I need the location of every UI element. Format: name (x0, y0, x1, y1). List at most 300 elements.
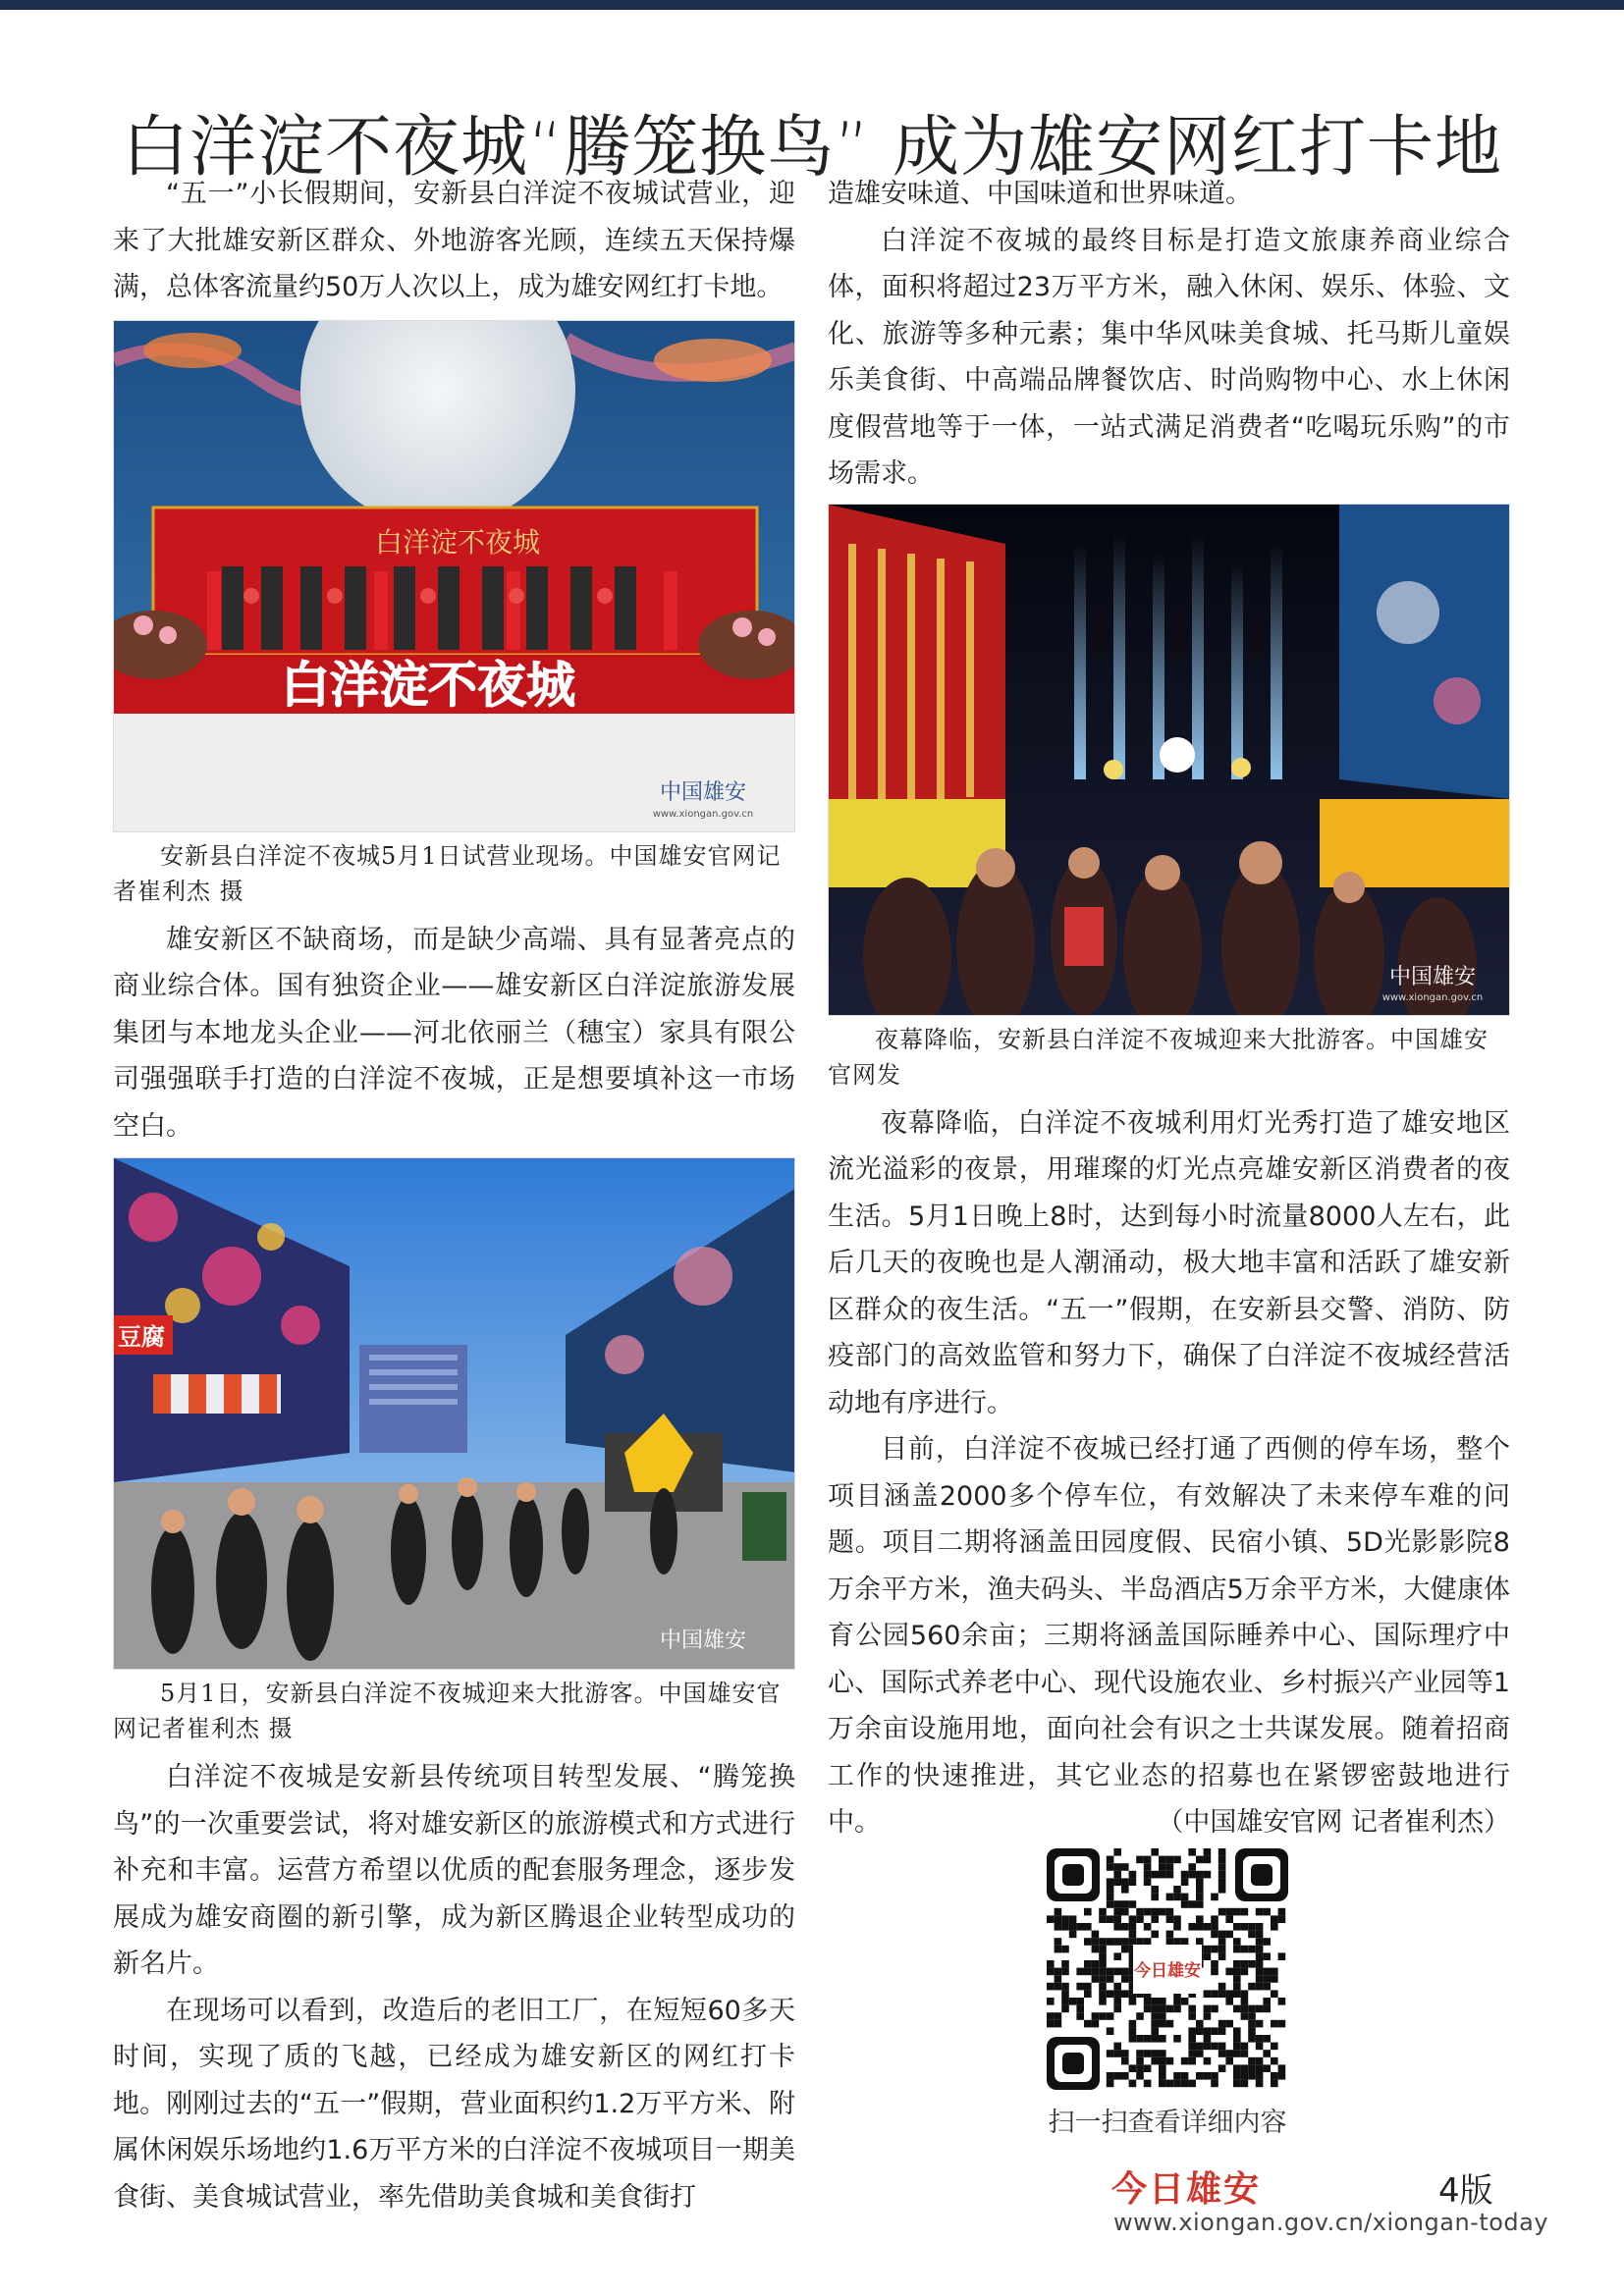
qr-module (1271, 2043, 1278, 2051)
qr-module (1218, 2020, 1226, 2028)
qr-module (1225, 1908, 1233, 1916)
qr-module (1159, 1998, 1166, 2005)
qr-module (1188, 2080, 1196, 2088)
qr-module (1181, 1894, 1189, 1901)
qr-module (1188, 2043, 1196, 2051)
article-paragraph: 目前，白洋淀不夜城已经打通了西侧的停车场，整个项目涵盖2000多个停车位，有效解决了未来停车难的问题。项目二期将涵盖田园度假、民宿小镇、5D光影影院8万余平方米，渔夫码头、半岛酒店5万余平方米，大健康体育公园560余亩；三期将涵盖国际睡养中心、国际理疗中心、国际式养老中心、现代设施农业、乡村振兴产业园等1万余亩设施用地，面向社会有识之士共谋发展。随着招商工作的快速推进，其它业态的招募也在紧锣密鼓地进行中。 (828, 1434, 1510, 1838)
qr-module (1248, 1960, 1256, 1968)
qr-module (1233, 1938, 1241, 1946)
qr-module (1256, 1908, 1264, 1916)
qr-module (1099, 1952, 1107, 1960)
qr-module (1218, 1908, 1226, 1916)
qr-module (1113, 1990, 1121, 1998)
qr-module (1204, 1848, 1212, 1856)
qr-module (1225, 1968, 1233, 1976)
qr-module (1151, 2057, 1159, 2065)
qr-module (1055, 1983, 1062, 1991)
qr-module (1181, 1878, 1189, 1886)
qr-module (1204, 2035, 1212, 2043)
qr-module (1144, 1998, 1152, 2005)
qr-module (1241, 1960, 1249, 1968)
qr-module (1256, 2072, 1264, 2080)
article-paragraph: 夜幕降临，白洋淀不夜城利用灯光秀打造了雄安地区流光溢彩的夜景，用璀璨的灯光点亮雄安新区消费者的夜生活。5月1日晚上8时，达到每小时流量8000人左右，此后几天的夜晚也是人潮涌动，极大地丰富和活跃了雄安新区群众的夜生活。“五一”假期，在安新县交警、消防、防疫部门的高效监管和努力下，确保了白洋淀不夜城经营活动地有序进行。 (828, 1107, 1510, 1418)
qr-module (1173, 2072, 1181, 2080)
qr-module (1129, 2080, 1137, 2088)
qr-center-text: 今日雄安 (1134, 1961, 1201, 1981)
photo-watermark-url: www.xiongan.gov.cn (652, 808, 754, 820)
qr-module (1248, 1923, 1256, 1931)
qr-module (1204, 2043, 1212, 2051)
qr-module (1233, 1975, 1241, 1983)
qr-module (1107, 1894, 1114, 1901)
qr-module (1159, 1908, 1166, 1916)
qr-module (1061, 1968, 1069, 1976)
qr-module (1248, 1931, 1256, 1939)
qr-module (1159, 1871, 1166, 1879)
qr-module (1204, 2012, 1212, 2020)
qr-module (1092, 1960, 1100, 1968)
qr-module (1076, 1923, 1084, 1931)
qr-module (1099, 2012, 1107, 2020)
qr-module (1136, 1915, 1144, 1923)
qr-module (1196, 2050, 1204, 2057)
qr-module (1129, 2027, 1137, 2035)
qr-module (1084, 1908, 1092, 1916)
qr-module (1129, 1931, 1137, 1939)
qr-module (1121, 1990, 1129, 1998)
qr-module (1121, 2072, 1129, 2080)
photo-watermark-url: www.xiongan.gov.cn (1381, 991, 1484, 1003)
qr-module (1047, 1960, 1055, 1968)
qr-module (1076, 1998, 1084, 2005)
qr-module (1204, 2057, 1212, 2065)
qr-module (1241, 1946, 1249, 1953)
qr-module (1107, 1878, 1114, 1886)
qr-module (1256, 2043, 1264, 2051)
qr-module (1113, 2005, 1121, 2013)
qr-module (1271, 1990, 1278, 1998)
qr-module (1084, 1923, 1092, 1931)
qr-module (1055, 2020, 1062, 2028)
qr-module (1263, 2005, 1271, 2013)
qr-module (1084, 1968, 1092, 1976)
qr-module (1107, 2027, 1114, 2035)
night-crowd-image (829, 505, 1510, 1016)
article-paragraph: 雄安新区不缺商场，而是缺少高端、具有显著亮点的商业综合体。国有独资企业——雄安新区白洋淀旅游发展集团与本地龙头企业——河北依丽兰（穗宝）家具有限公司强强联手打造的白洋淀不夜城，正是想要填补这一市场空白。 (113, 924, 795, 1142)
qr-module (1144, 1938, 1152, 1946)
qr-module (1151, 2035, 1159, 2043)
qr-module (1047, 1915, 1055, 1923)
qr-module (1248, 1946, 1256, 1953)
qr-module (1092, 1931, 1100, 1939)
qr-code[interactable] (1047, 1848, 1288, 2090)
qr-module (1271, 2020, 1278, 2028)
qr-module (1181, 1900, 1189, 1908)
qr-module (1151, 1886, 1159, 1894)
qr-module (1129, 1900, 1137, 1908)
qr-module (1166, 1871, 1174, 1879)
qr-module (1196, 1900, 1204, 1908)
qr-module (1129, 1915, 1137, 1923)
qr-module (1225, 1931, 1233, 1939)
qr-module (1144, 1923, 1152, 1931)
qr-module (1129, 2035, 1137, 2043)
qr-module (1196, 1923, 1204, 1931)
qr-module (1248, 2020, 1256, 2028)
qr-module (1166, 1915, 1174, 1923)
qr-module (1144, 2050, 1152, 2057)
qr-module (1113, 1863, 1121, 1871)
qr-module (1173, 2035, 1181, 2043)
qr-module (1204, 1952, 1212, 1960)
qr-module (1069, 1923, 1077, 1931)
qr-module (1241, 1908, 1249, 1916)
qr-module (1248, 2064, 1256, 2072)
qr-module (1166, 2080, 1174, 2088)
qr-module (1256, 2080, 1264, 2088)
qr-module (1113, 2050, 1121, 2057)
qr-module (1144, 1871, 1152, 1879)
qr-module (1099, 1990, 1107, 1998)
qr-module (1196, 1878, 1204, 1886)
qr-module (1113, 1983, 1121, 1991)
qr-module (1196, 2027, 1204, 2035)
qr-module (1107, 2050, 1114, 2057)
qr-module (1136, 2012, 1144, 2020)
photo-night-crowd (828, 504, 1510, 1016)
qr-module (1263, 1968, 1271, 1976)
qr-module (1278, 1915, 1286, 1923)
qr-module (1151, 1931, 1159, 1939)
qr-module (1263, 1952, 1271, 1960)
qr-module (1225, 2050, 1233, 2057)
qr-module (1113, 1871, 1121, 1879)
qr-module (1256, 2005, 1264, 2013)
qr-module (1256, 1946, 1264, 1953)
qr-module (1151, 2050, 1159, 2057)
qr-module (1196, 1938, 1204, 1946)
article-paragraph: 在现场可以看到，改造后的老旧工厂，在短短60多天时间，实现了质的飞越，已经成为雄安新区的网红打卡地。刚刚过去的“五一”假期，营业面积约1.2万平方米、附属休闲娱乐场地约1.6万平方米的白洋淀不夜城项目一期美食街、美食城试营业，率先借助美食城和美食街打 (113, 1995, 795, 2213)
qr-module (1225, 1998, 1233, 2005)
qr-module (1271, 1923, 1278, 1931)
qr-module (1188, 2035, 1196, 2043)
qr-module (1218, 1946, 1226, 1953)
qr-module (1151, 2020, 1159, 2028)
qr-module (1107, 1975, 1114, 1983)
qr-module (1107, 1915, 1114, 1923)
qr-module (1233, 2035, 1241, 2043)
qr-module (1233, 1968, 1241, 1976)
qr-module (1263, 1908, 1271, 1916)
qr-module (1256, 2064, 1264, 2072)
qr-module (1263, 2050, 1271, 2057)
qr-module (1113, 1908, 1121, 1916)
qr-module (1204, 1923, 1212, 1931)
photo-watermark: 中国雄安 (1388, 964, 1477, 989)
qr-module (1099, 1983, 1107, 1991)
qr-module (1166, 1908, 1174, 1916)
qr-module (1129, 1878, 1137, 1886)
qr-module (1055, 1908, 1062, 1916)
qr-module (1047, 2020, 1055, 2028)
qr-module (1173, 1998, 1181, 2005)
qr-module (1092, 1968, 1100, 1976)
qr-module (1151, 1871, 1159, 1879)
qr-module (1218, 1983, 1226, 1991)
qr-module (1188, 1848, 1196, 1856)
qr-module (1113, 1952, 1121, 1960)
qr-module (1204, 1856, 1212, 1864)
qr-module (1248, 2005, 1256, 2013)
qr-module (1159, 1863, 1166, 1871)
qr-module (1136, 1938, 1144, 1946)
qr-module (1144, 2035, 1152, 2043)
qr-module (1218, 2027, 1226, 2035)
qr-module (1263, 1998, 1271, 2005)
qr-module (1047, 2012, 1055, 2020)
qr-module (1196, 1915, 1204, 1923)
qr-module (1218, 1863, 1226, 1871)
qr-module (1218, 1938, 1226, 1946)
qr-module (1278, 1952, 1286, 1960)
qr-module (1092, 1946, 1100, 1953)
qr-module (1151, 1848, 1159, 1856)
qr-module (1113, 1923, 1121, 1931)
qr-module (1055, 1938, 1062, 1946)
qr-module (1233, 1990, 1241, 1998)
qr-module (1188, 2057, 1196, 2065)
qr-module (1055, 1975, 1062, 1983)
qr-module (1256, 1968, 1264, 1976)
photo-crowd-daytime (113, 1157, 795, 1670)
photo-caption: 夜幕降临，安新县白洋淀不夜城迎来大批游客。中国雄安官网发 (828, 1025, 1489, 1089)
article-paragraph: 白洋淀不夜城是安新县传统项目转型发展、“腾笼换鸟”的一次重要尝试，将对雄安新区的旅游模式和方式进行补充和丰富。运营方希望以优质的配套服务理念，逐步发展成为雄安商圈的新引擎，成为新区腾退企业转型成功的新名片。 (113, 1762, 795, 1979)
qr-module (1241, 2012, 1249, 2020)
crowd-daytime-image (114, 1158, 795, 1670)
qr-module (1159, 2035, 1166, 2043)
qr-module (1061, 2005, 1069, 2013)
qr-module (1144, 1863, 1152, 1871)
qr-module (1061, 1915, 1069, 1923)
qr-module (1263, 1975, 1271, 1983)
qr-module (1173, 1886, 1181, 1894)
qr-module (1121, 1863, 1129, 1871)
qr-module (1233, 2005, 1241, 2013)
qr-module (1166, 1894, 1174, 1901)
qr-module (1271, 1975, 1278, 1983)
qr-module (1233, 1946, 1241, 1953)
qr-module (1084, 1983, 1092, 1991)
qr-module (1173, 2080, 1181, 2088)
qr-module (1211, 1968, 1218, 1976)
qr-module (1099, 1946, 1107, 1953)
qr-module (1121, 2050, 1129, 2057)
qr-module (1047, 1983, 1055, 1991)
qr-module (1151, 1915, 1159, 1923)
qr-module (1047, 1968, 1055, 1976)
qr-module (1107, 1886, 1114, 1894)
qr-module (1113, 1968, 1121, 1976)
qr-module (1241, 2043, 1249, 2051)
photo-watermark: 中国雄安 (659, 1629, 747, 1653)
qr-module (1211, 2005, 1218, 2013)
qr-module (1061, 1983, 1069, 1991)
qr-module (1218, 1856, 1226, 1864)
qr-module (1099, 1915, 1107, 1923)
qr-module (1113, 1900, 1121, 1908)
qr-module (1166, 1931, 1174, 1939)
qr-module (1278, 2020, 1286, 2028)
qr-module (1166, 1938, 1174, 1946)
qr-module (1271, 2080, 1278, 2088)
qr-module (1151, 2005, 1159, 2013)
qr-module (1084, 1960, 1092, 1968)
qr-module (1211, 1990, 1218, 1998)
qr-module (1218, 1952, 1226, 1960)
qr-module (1076, 1983, 1084, 1991)
qr-module (1181, 1998, 1189, 2005)
qr-module (1107, 2072, 1114, 2080)
qr-module (1278, 1908, 1286, 1916)
qr-module (1233, 1983, 1241, 1991)
qr-module (1159, 2020, 1166, 2028)
photo-caption: 5月1日，安新县白洋淀不夜城迎来大批游客。中国雄安官网记者崔利杰 摄 (113, 1680, 782, 1742)
qr-module (1188, 1923, 1196, 1931)
qr-module (1278, 2064, 1286, 2072)
qr-module (1121, 1886, 1129, 1894)
qr-module (1061, 1923, 1069, 1931)
qr-module (1256, 2035, 1264, 2043)
qr-module (1248, 2072, 1256, 2080)
qr-module (1107, 1990, 1114, 1998)
qr-module (1144, 2080, 1152, 2088)
qr-module (1113, 2043, 1121, 2051)
qr-module (1151, 2012, 1159, 2020)
qr-module (1076, 2005, 1084, 2013)
qr-module (1188, 2027, 1196, 2035)
qr-module (1225, 2057, 1233, 2065)
qr-module (1121, 1938, 1129, 1946)
qr-module (1211, 2072, 1218, 2080)
qr-module (1218, 2050, 1226, 2057)
qr-module (1076, 1968, 1084, 1976)
qr-module (1055, 1946, 1062, 1953)
qr-module (1121, 1923, 1129, 1931)
qr-module (1248, 2035, 1256, 2043)
qr-module (1173, 1923, 1181, 1931)
qr-module (1084, 2020, 1092, 2028)
qr-module (1107, 2012, 1114, 2020)
qr-module (1099, 1960, 1107, 1968)
qr-module (1211, 1931, 1218, 1939)
footer-brand-logo: 今日雄安 (1111, 2168, 1262, 2210)
qr-module (1107, 1968, 1114, 1976)
qr-module (1241, 2080, 1249, 2088)
qr-module (1129, 2020, 1137, 2028)
qr-module (1144, 1908, 1152, 1916)
qr-module (1233, 2027, 1241, 2035)
qr-module (1233, 2080, 1241, 2088)
qr-module (1241, 1998, 1249, 2005)
qr-module (1188, 2005, 1196, 2013)
qr-module (1218, 1931, 1226, 1939)
qr-module (1107, 1863, 1114, 1871)
qr-module (1218, 1990, 1226, 1998)
qr-module (1196, 2072, 1204, 2080)
qr-module (1188, 1871, 1196, 1879)
qr-module (1233, 2064, 1241, 2072)
qr-module (1136, 2035, 1144, 2043)
qr-code-icon (1047, 1848, 1288, 2090)
qr-module (1241, 1923, 1249, 1931)
qr-module (1218, 1848, 1226, 1856)
qr-module (1069, 1915, 1077, 1923)
qr-module (1181, 2057, 1189, 2065)
qr-module (1113, 1938, 1121, 1946)
qr-module (1136, 1856, 1144, 1864)
qr-module (1136, 1908, 1144, 1916)
qr-module (1211, 1894, 1218, 1901)
qr-module (1211, 1946, 1218, 1953)
stage-banner: 白洋淀不夜城 (374, 525, 541, 559)
qr-module (1113, 1915, 1121, 1923)
qr-module (1159, 2050, 1166, 2057)
qr-module (1151, 1998, 1159, 2005)
qr-module (1241, 2050, 1249, 2057)
qr-module (1204, 2072, 1212, 2080)
qr-module (1166, 1856, 1174, 1864)
qr-module (1099, 1938, 1107, 1946)
qr-module (1271, 2057, 1278, 2065)
qr-module (1188, 2012, 1196, 2020)
qr-module (1144, 2005, 1152, 2013)
qr-module (1113, 1848, 1121, 1856)
qr-module (1129, 1871, 1137, 1879)
qr-module (1173, 1856, 1181, 1864)
qr-module (1248, 2057, 1256, 2065)
qr-module (1061, 1960, 1069, 1968)
qr-module (1047, 1998, 1055, 2005)
qr-module (1241, 2064, 1249, 2072)
qr-module (1151, 1908, 1159, 1916)
qr-module (1211, 1923, 1218, 1931)
footer-url[interactable]: www.xiongan.gov.cn/xiongan-today (1113, 2209, 1549, 2236)
qr-module (1107, 2080, 1114, 2088)
qr-module (1069, 1998, 1077, 2005)
qr-module (1151, 2027, 1159, 2035)
qr-module (1278, 2072, 1286, 2080)
qr-module (1256, 1960, 1264, 1968)
qr-module (1233, 2050, 1241, 2057)
qr-module (1092, 2020, 1100, 2028)
photo-watermark: 中国雄安 (659, 779, 747, 805)
qr-module (1181, 2072, 1189, 2080)
qr-module (1271, 1915, 1278, 1923)
qr-module (1099, 1975, 1107, 1983)
qr-module (1113, 1878, 1121, 1886)
article-paragraph: “五一”小长假期间，安新县白洋淀不夜城试营业，迎来了大批雄安新区群众、外地游客光顾，连续五天保持爆满，总体客流量约50万人次以上，成为雄安网红打卡地。 (113, 179, 795, 302)
qr-module (1181, 1938, 1189, 1946)
qr-module (1248, 2012, 1256, 2020)
qr-module (1173, 1938, 1181, 1946)
qr-module (1233, 1923, 1241, 1931)
qr-module (1263, 2064, 1271, 2072)
qr-module (1211, 1960, 1218, 1968)
qr-module (1099, 1968, 1107, 1976)
qr-module (1136, 2050, 1144, 2057)
qr-module (1121, 1968, 1129, 1976)
qr-module (1256, 1975, 1264, 1983)
